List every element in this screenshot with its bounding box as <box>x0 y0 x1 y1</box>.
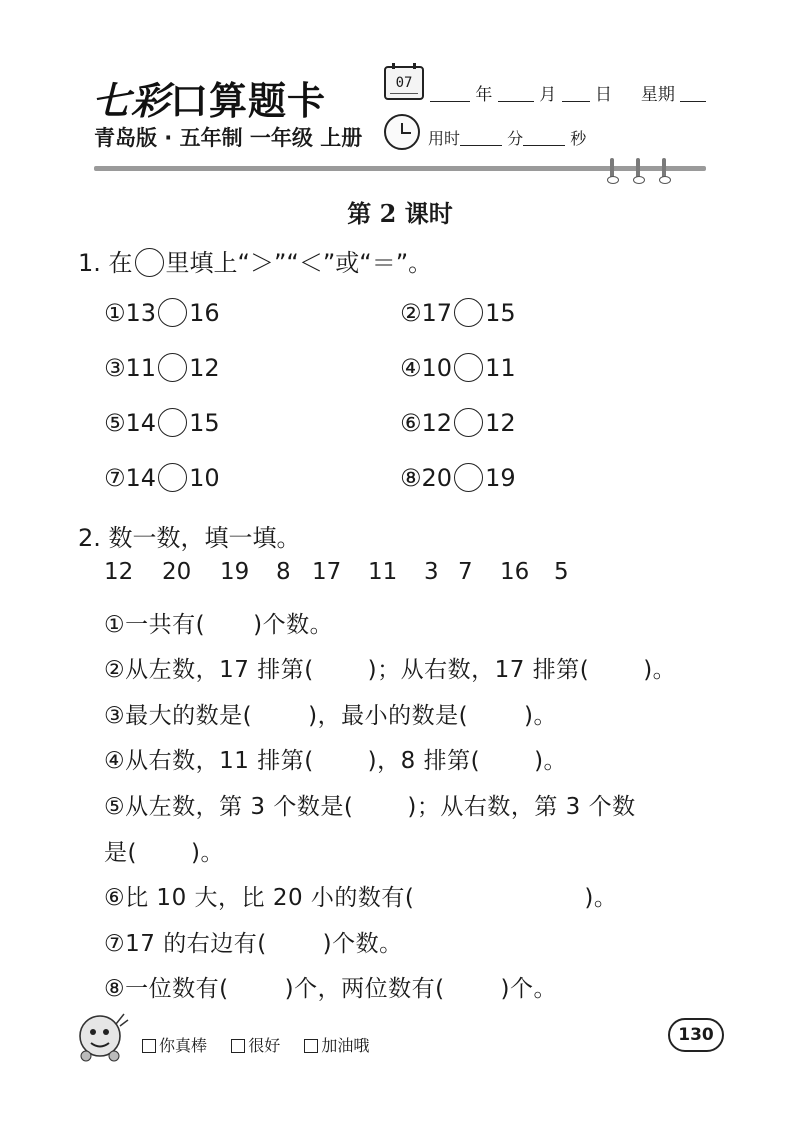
calendar-day: 07 <box>395 75 413 91</box>
number-item: 19 <box>220 559 250 585</box>
binder-ring-icon <box>610 158 614 180</box>
q2-line-5: ⑤从左数，第 3 个数是( )；从右数，第 3 个数 <box>104 794 636 820</box>
compare-item: ⑦14 10 <box>104 464 220 492</box>
time-used-label: 用时 <box>428 129 461 148</box>
number-item: 20 <box>162 559 192 585</box>
number-item: 8 <box>276 559 291 585</box>
brand-title-right: 口算题卡 <box>170 78 327 123</box>
number-item: 17 <box>312 559 342 585</box>
clock-icon <box>384 114 420 150</box>
checkbox[interactable] <box>142 1039 156 1053</box>
header-rule <box>94 166 706 171</box>
q2-title: 2. 数一数，填一填。 <box>78 524 301 552</box>
date-year-label: 年 <box>475 85 493 105</box>
number-item: 16 <box>500 559 530 585</box>
answer-circle[interactable] <box>454 353 483 382</box>
compare-item: ④10 11 <box>400 354 516 382</box>
brand-title <box>92 70 326 125</box>
binder-ring-icon <box>636 158 640 180</box>
answer-circle-icon <box>135 248 164 277</box>
checkbox[interactable] <box>231 1039 245 1053</box>
mascot-icon <box>72 1006 132 1066</box>
answer-circle[interactable] <box>454 408 483 437</box>
number-item: 7 <box>458 559 473 585</box>
q1-title-suffix: 里填上“＞”“＜”或“＝”。 <box>165 249 433 277</box>
brand-title-left: 七彩 <box>92 78 171 123</box>
compare-item: ⑧20 19 <box>400 464 516 492</box>
date-day-label: 日 <box>595 85 613 105</box>
answer-circle[interactable] <box>158 463 187 492</box>
date-month-label: 月 <box>539 85 557 105</box>
compare-item: ③11 12 <box>104 354 220 382</box>
binder-ring-icon <box>662 158 666 180</box>
q2-line-6: ⑥比 10 大，比 20 小的数有( )。 <box>104 885 618 911</box>
q1-title-prefix: 1. 在 <box>78 249 133 277</box>
rating-options <box>142 1033 369 1056</box>
number-item: 5 <box>554 559 569 585</box>
compare-item: ①13 16 <box>104 299 220 327</box>
q1-title <box>78 243 432 278</box>
time-used-field <box>428 126 586 149</box>
rating-option[interactable]: 加油哦 <box>304 1036 369 1055</box>
q2-line-1: ①一共有( )个数。 <box>104 612 334 638</box>
q2-line-3: ③最大的数是( )，最小的数是( )。 <box>104 703 558 729</box>
time-sec-label: 秒 <box>570 129 587 148</box>
date-weekday-label: 星期 <box>640 85 675 105</box>
q2-line-5-cont: 是( )。 <box>104 840 224 866</box>
number-item: 11 <box>368 559 398 585</box>
answer-circle[interactable] <box>454 463 483 492</box>
rating-option[interactable]: 很好 <box>231 1036 280 1055</box>
time-min-label: 分 <box>507 129 524 148</box>
compare-item: ⑤14 15 <box>104 409 220 437</box>
rating-option[interactable]: 你真棒 <box>142 1036 207 1055</box>
q2-line-8: ⑧一位数有( )个，两位数有( )个。 <box>104 976 558 1002</box>
compare-item: ②17 15 <box>400 299 516 327</box>
answer-circle[interactable] <box>158 408 187 437</box>
compare-item: ⑥12 12 <box>400 409 516 437</box>
calendar-icon <box>384 66 424 100</box>
q2-line-4: ④从右数，11 排第( )，8 排第( )。 <box>104 748 568 774</box>
number-item: 12 <box>104 559 134 585</box>
edition-label: 青岛版 · 五年制 一年级 上册 <box>94 126 363 150</box>
answer-circle[interactable] <box>158 353 187 382</box>
checkbox[interactable] <box>304 1039 318 1053</box>
q2-line-2: ②从左数，17 排第( )；从右数，17 排第( )。 <box>104 657 677 683</box>
answer-circle[interactable] <box>454 298 483 327</box>
number-list <box>104 559 569 585</box>
answer-circle[interactable] <box>158 298 187 327</box>
lesson-title: 第 2 课时 <box>347 199 453 228</box>
date-field <box>430 80 706 105</box>
q2-line-7: ⑦17 的右边有( )个数。 <box>104 931 403 957</box>
page-number: 130 <box>668 1018 724 1052</box>
number-item: 3 <box>424 559 439 585</box>
